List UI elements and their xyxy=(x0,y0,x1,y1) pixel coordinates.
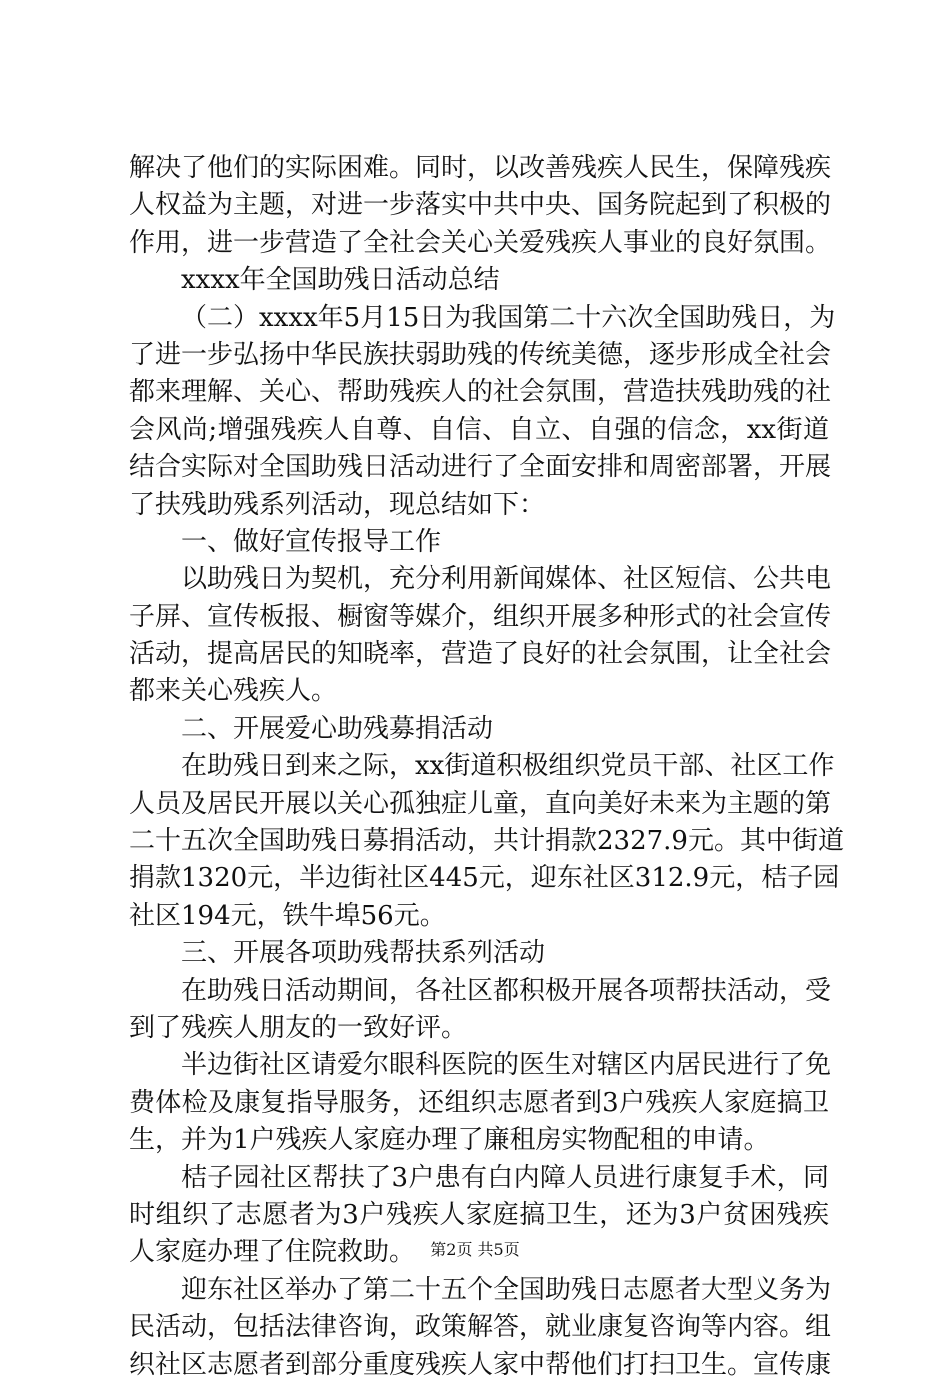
text-line: 以助残日为契机，充分利用新闻媒体、社区短信、公共电 xyxy=(181,564,832,595)
text-line: 在助残日到来之际，xx街道积极组织党员干部、社区工作 xyxy=(181,751,835,782)
text-line: 了扶残助残系列活动，现总结如下： xyxy=(129,489,546,520)
text-line: 人员及居民开展以关心孤独症儿童，直向美好未来为主题的第 xyxy=(129,788,832,819)
text-line: 时组织了志愿者为3户残疾人家庭搞卫生，还为3户贫困残疾 xyxy=(129,1199,829,1230)
text-line: 桔子园社区帮扶了3户患有白内障人员进行康复手术，同 xyxy=(181,1162,829,1193)
text-line: 社区194元，铁牛埠56元。 xyxy=(129,900,446,931)
text-line: 三、开展各项助残帮扶系列活动 xyxy=(181,938,546,969)
page-footer: 第2页 共5页 xyxy=(430,1240,520,1259)
text-line: 捐款1320元，半边街社区445元，迎东社区312.9元，桔子园 xyxy=(129,863,840,894)
text-line: 费体检及康复指导服务，还组织志愿者到3户残疾人家庭搞卫 xyxy=(129,1087,829,1118)
text-line: 半边街社区请爱尔眼科医院的医生对辖区内居民进行了免 xyxy=(181,1050,832,1081)
text-line: 生，并为1户残疾人家庭办理了廉租房实物配租的申请。 xyxy=(129,1125,770,1156)
text-line: 人权益为主题，对进一步落实中共中央、国务院起到了积极的 xyxy=(129,190,832,221)
text-line: 到了残疾人朋友的一致好评。 xyxy=(129,1012,468,1043)
text-line: 结合实际对全国助残日活动进行了全面安排和周密部署，开展 xyxy=(129,452,832,483)
text-line: 民活动，包括法律咨询，政策解答，就业康复咨询等内容。组 xyxy=(129,1312,832,1343)
text-line: 会风尚;增强残疾人自尊、自信、自立、自强的信念，xx街道 xyxy=(129,414,829,445)
text-line: 二、开展爱心助残募捐活动 xyxy=(181,713,494,744)
text-line: 迎东社区举办了第二十五个全国助残日志愿者大型义务为 xyxy=(181,1274,832,1305)
text-line: 在助残日活动期间，各社区都积极开展各项帮扶活动，受 xyxy=(181,975,832,1006)
text-line: 作用，进一步营造了全社会关心关爱残疾人事业的良好氛围。 xyxy=(129,227,832,258)
text-line: 织社区志愿者到部分重度残疾人家中帮他们打扫卫生。宣传康 xyxy=(129,1349,832,1380)
text-line: 都来关心残疾人。 xyxy=(129,676,338,707)
text-line: 活动，提高居民的知晓率，营造了良好的社会氛围，让全社会 xyxy=(129,639,832,670)
document-body xyxy=(129,150,844,1384)
text-line: 二十五次全国助残日募捐活动，共计捐款2327.9元。其中街道 xyxy=(129,826,844,857)
text-line: （二）xxxx年5月15日为我国第二十六次全国助残日，为 xyxy=(181,302,836,333)
text-line: 人家庭办理了住院救助。 xyxy=(129,1237,416,1268)
text-line: 都来理解、关心、帮助残疾人的社会氛围，营造扶残助残的社 xyxy=(129,377,832,408)
text-line: 解决了他们的实际困难。同时，以改善残疾人民生，保障残疾 xyxy=(129,153,832,183)
text-line: 了进一步弘扬中华民族扶弱助残的传统美德，逐步形成全社会 xyxy=(129,339,832,370)
text-line: 一、做好宣传报导工作 xyxy=(181,526,442,557)
text-line: xxxx年全国助残日活动总结 xyxy=(181,265,500,296)
text-line: 子屏、宣传板报、橱窗等媒介，组织开展多种形式的社会宣传 xyxy=(129,601,832,632)
